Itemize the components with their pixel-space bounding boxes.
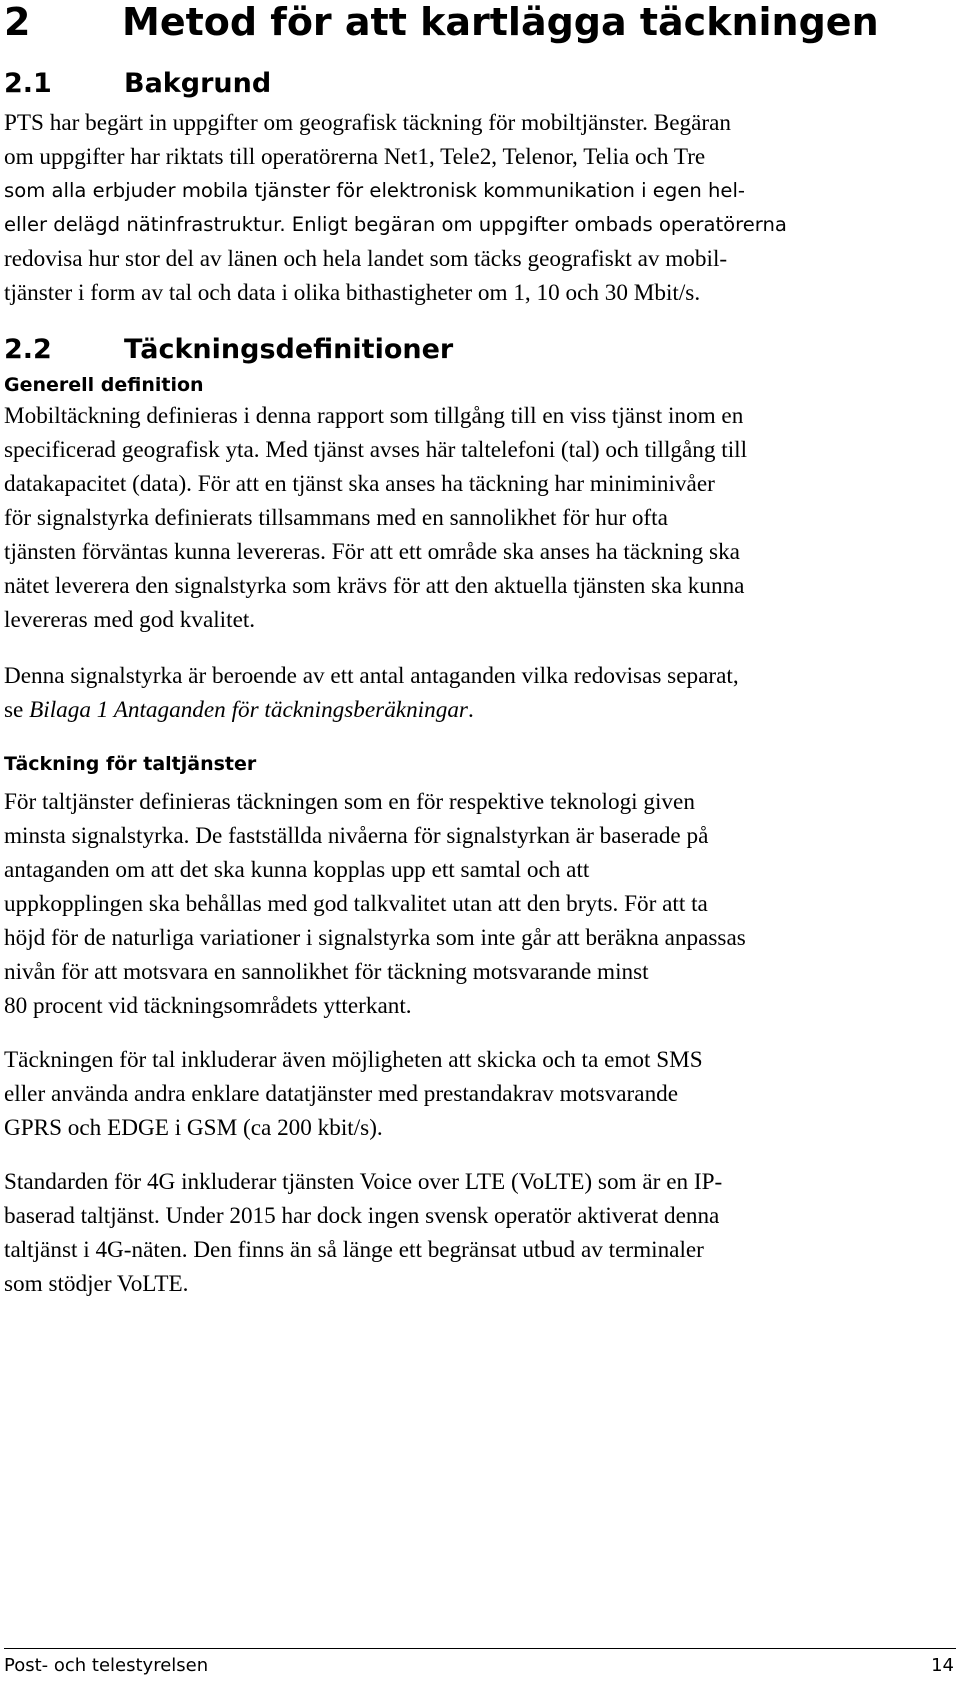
chapter-number: 2 <box>4 0 31 44</box>
paragraph-line: För taltjänster definieras täckningen som en för respektive teknologi given <box>4 789 695 815</box>
paragraph-line: specificerad geografisk yta. Med tjänst avses här taltelefoni (tal) och tillgång till <box>4 437 748 463</box>
paragraph-line <box>4 209 787 241</box>
paragraph-line: som stödjer VoLTE. <box>4 1271 189 1297</box>
paragraph-line: eller använda andra enklare datatjänster med prestandakrav motsvarande <box>4 1081 679 1107</box>
reference-suffix: . <box>467 697 474 723</box>
paragraph-line <box>4 694 474 726</box>
paragraph-line: PTS har begärt in uppgifter om geografisk täckning för mobiltjänster. Begäran <box>4 110 731 136</box>
section-title: Bakgrund <box>124 68 272 99</box>
paragraph-line: nätet leverera den signalstyrka som krävs för att den aktuella tjänsten ska kunna <box>4 573 745 599</box>
paragraph-line: Standarden för 4G inkluderar tjänsten Voice over LTE (VoLTE) som är en IP- <box>4 1169 723 1195</box>
section-title: Täckningsdefinitioner <box>124 334 454 365</box>
paragraph-line-text: eller delägd nätinfrastruktur. Enligt begäran om uppgifter ombads operatörerna <box>4 213 787 236</box>
appendix-reference: Bilaga 1 Antaganden för täckningsberäkningar <box>29 697 468 723</box>
footer-publisher: Post- och telestyrelsen <box>4 1655 209 1676</box>
paragraph-line: antaganden om att det ska kunna kopplas upp ett samtal och att <box>4 857 590 883</box>
paragraph-line: höjd för de naturliga variationer i signalstyrka som inte går att beräkna anpassas <box>4 925 746 951</box>
paragraph-line: om uppgifter har riktats till operatörerna Net1, Tele2, Telenor, Telia och Tre <box>4 144 706 170</box>
paragraph-line: Mobiltäckning definieras i denna rapport som tillgång till en viss tjänst inom en <box>4 403 744 429</box>
paragraph-line: GPRS och EDGE i GSM (ca 200 kbit/s). <box>4 1115 383 1141</box>
footer-divider <box>4 1648 956 1649</box>
chapter-heading <box>4 0 879 44</box>
paragraph-line: levereras med god kvalitet. <box>4 607 256 633</box>
paragraph-line: tjänsten förväntas kunna levereras. För att ett område ska anses ha täckning ska <box>4 539 740 565</box>
paragraph-line: nivån för att motsvara en sannolikhet för täckning motsvarande minst <box>4 959 649 985</box>
paragraph-line: Täckningen för tal inkluderar även möjligheten att skicka och ta emot SMS <box>4 1047 703 1073</box>
paragraph-line: för signalstyrka definierats tillsammans med en sannolikhet för hur ofta <box>4 505 668 531</box>
paragraph-line: uppkopplingen ska behållas med god talkvalitet utan att den bryts. För att ta <box>4 891 708 917</box>
paragraph-line: Denna signalstyrka är beroende av ett antal antaganden vilka redovisas separat, <box>4 663 739 689</box>
section-number: 2.1 <box>4 68 52 99</box>
section-heading-2-2 <box>4 334 453 366</box>
paragraph-line: taltjänst i 4G-näten. Den finns än så länge ett begränsat utbud av terminaler <box>4 1237 704 1263</box>
paragraph-line: redovisa hur stor del av länen och hela landet som täcks geografiskt av mobil- <box>4 246 728 272</box>
paragraph-line: baserad taltjänst. Under 2015 har dock ingen svensk operatör aktiverat denna <box>4 1203 720 1229</box>
section-heading-2-1 <box>4 68 271 100</box>
paragraph-line: 80 procent vid täckningsområdets ytterkant. <box>4 993 412 1019</box>
paragraph-line: som alla erbjuder mobila tjänster för elektronisk kommunikation i egen hel- <box>4 179 745 202</box>
paragraph-line: tjänster i form av tal och data i olika bithastigheter om 1, 10 och 30 Mbit/s. <box>4 280 701 306</box>
footer-page-number: 14 <box>931 1655 954 1676</box>
subheading-generell-definition: Generell definition <box>4 374 204 396</box>
subheading-tackning-taltjanster: Täckning för taltjänster <box>4 753 257 775</box>
section-number: 2.2 <box>4 334 52 365</box>
paragraph-line: datakapacitet (data). För att en tjänst ska anses ha täckning har miniminivåer <box>4 471 715 497</box>
paragraph-line: minsta signalstyrka. De fastställda nivåerna för signalstyrkan är baserade på <box>4 823 709 849</box>
reference-prefix: se <box>4 697 30 723</box>
chapter-title: Metod för att kartlägga täckningen <box>122 0 879 44</box>
